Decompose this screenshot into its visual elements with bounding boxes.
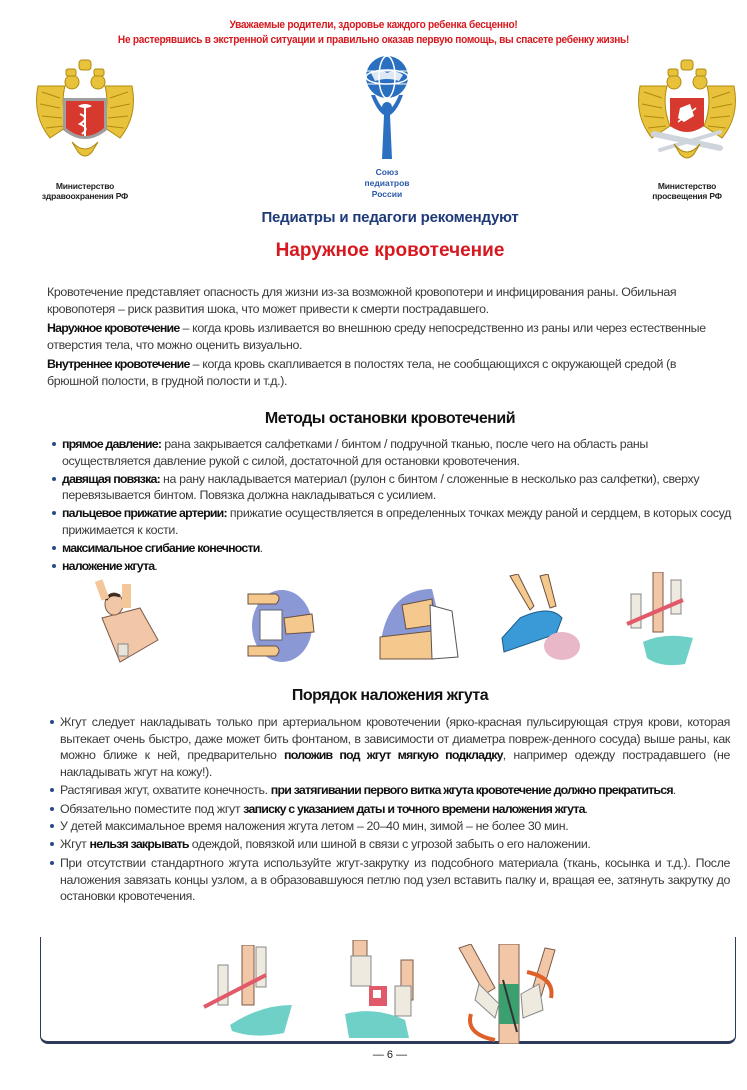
header-line-1: Уважаемые родители, здоровье каждого ребенка бесценно!: [229, 19, 518, 31]
tourniquet-item-text: одеждой, повязкой или шиной в связи с угрозой забыть о его наложении.: [188, 836, 591, 851]
globe-person-icon: [357, 55, 417, 163]
method-text: .: [259, 540, 263, 555]
union-label-line-2: педиатров: [364, 178, 410, 188]
bullet-icon: [50, 842, 54, 846]
tourniquet-item: [50, 782, 730, 799]
intro-paragraph-1: Кровотечение представляет опасность для жизни из-за возможной кровопотери и инфицирования раны. Обильная кровопотеря – риск развития шока, что может привести к смерти пострадавшего.: [47, 285, 677, 316]
tourniquet-item: [50, 855, 730, 905]
internal-bleeding-term: Внутреннее кровотечение: [47, 357, 190, 371]
pediatricians-union-logo: [357, 55, 417, 163]
double-headed-eagle-caduceus-icon: [30, 56, 140, 168]
double-headed-eagle-st-george-icon: [634, 56, 740, 168]
ministry-health-label-line-2: здравоохранения РФ: [41, 191, 129, 201]
bullet-icon: [52, 511, 56, 515]
ministry-health-label: [30, 181, 140, 201]
bullet-icon: [52, 477, 56, 481]
method-item: [52, 540, 732, 557]
tourniquet-illustration: [625, 572, 695, 668]
tourniquet-item: [50, 801, 730, 818]
union-label-line-3: России: [371, 189, 403, 199]
method-term: максимальное сгибание конечности: [62, 540, 260, 555]
method-text: на рану накладывается материал (рулон с бинтом / сложенные в несколько раз салфетки), сверху перевязывается бинтом. Повязка должна накладываться с усилием.: [62, 471, 700, 502]
bullet-icon: [50, 720, 54, 724]
header-line-2: Не растерявшись в экстренной ситуации и правильно оказав первую помощь, вы спасете ребенку жизнь!: [117, 34, 630, 46]
method-term: давящая повязка:: [62, 471, 160, 486]
ministry-education-label: [634, 181, 740, 201]
ministry-education-label-line-2: просвещения РФ: [652, 191, 722, 201]
ministry-health-label-line-1: Министерство: [55, 181, 115, 191]
bullet-icon: [50, 788, 54, 792]
method-term: прямое давление:: [62, 437, 162, 451]
tourniquet-item-text: , например одежду пострадавшего (не накладывать жгут на кожу!).: [60, 748, 731, 779]
external-bleeding-definition: – когда кровь изливается во внешнюю среду непосредственно из раны или через естественные отверстия тела, что можно оценить визуально.: [47, 321, 706, 352]
ministry-education-emblem: [634, 56, 740, 168]
methods-heading: Методы остановки кровотечений: [264, 410, 516, 427]
tourniquet-item-emphasis: при затягивании первого витка жгута кровотечение должно прекратиться: [270, 783, 673, 797]
tourniquet-item-emphasis: нельзя закрывать: [89, 836, 189, 851]
tourniquet-item-text: .: [672, 783, 676, 797]
page-number: — 6 —: [372, 1049, 408, 1061]
bullet-icon: [50, 807, 54, 811]
tourniquet-item-text: При отсутствии стандартного жгута используйте жгут-закрутку из подсобного материала (ткань, косынка и т.д.). После наложения завязать концы узлом, а в образовавшуюся петлю под узел вставить палку и, вращая ее, затянуть закрутку до остановки кровотечения.: [60, 856, 730, 903]
tourniquet-list: [50, 714, 730, 906]
bullet-icon: [50, 861, 54, 865]
page-title: Наружное кровотечение: [275, 240, 505, 261]
tourniquet-item-text: Жгут следует накладывать только при артериальном кровотечении (ярко-красная пульсирующая струя крови, которая вытекает очень быстро, даже может бить фонтаном, в зависимости от диаметра повреж-денного сосуда) выше раны, как можно ближе к ней, предварительно: [60, 715, 730, 762]
method-item: [52, 436, 732, 469]
tourniquet-item-text: Обязательно поместите под жгут: [60, 801, 244, 816]
improvised-tourniquet-twist-illustration: [455, 944, 560, 1044]
ministry-health-emblem: [30, 56, 140, 168]
tourniquet-note-illustration: [345, 940, 425, 1038]
tourniquet-item-text: Жгут: [60, 836, 90, 851]
tourniquet-item-text: Растягивая жгут, охватите конечность.: [60, 783, 271, 797]
intro-paragraph-2: [47, 320, 727, 354]
pediatricians-union-label: [357, 167, 417, 200]
ministry-education-label-line-1: Министерство: [657, 181, 717, 191]
method-item: [52, 505, 732, 538]
tourniquet-item-text: .: [584, 801, 588, 816]
method-item: [52, 471, 732, 504]
tourniquet-item-emphasis: положив под жгут мягкую подкладку: [284, 748, 503, 762]
bullet-icon: [50, 824, 54, 828]
subtitle: Педиатры и педагоги рекомендуют: [261, 209, 519, 226]
tourniquet-item: [50, 836, 730, 853]
external-bleeding-term: Наружное кровотечение: [47, 321, 180, 335]
method-term: наложение жгута: [62, 558, 155, 573]
method-text: .: [154, 558, 158, 573]
bullet-icon: [52, 546, 56, 550]
intro-paragraph-3: [47, 356, 727, 390]
methods-list: [52, 436, 732, 576]
limb-flexion-illustration: [500, 574, 580, 668]
method-term: пальцевое прижатие артерии:: [62, 506, 227, 520]
direct-pressure-illustration: [80, 578, 170, 666]
artery-finger-pressure-illustration: [372, 585, 462, 663]
method-text: прижатие осуществляется в определенных точках между раной и сердцем, в которых сосуд прижимается к кости.: [62, 506, 731, 537]
pressure-bandage-illustration: [242, 588, 322, 662]
tourniquet-wrapping-illustration: [200, 945, 295, 1037]
bullet-icon: [52, 564, 56, 568]
tourniquet-item-text: У детей максимальное время наложения жгута летом – 20–40 мин, зимой – не более 30 мин.: [60, 819, 569, 833]
tourniquet-item-emphasis: записку с указанием даты и точного времени наложения жгута: [243, 801, 585, 816]
tourniquet-item: [50, 714, 730, 780]
internal-bleeding-definition: – когда кровь скапливается в полостях тела, не сообщающихся с окружающей средой (в брюшной полости, в грудной полости и т.д.).: [47, 357, 677, 388]
tourniquet-item: [50, 818, 730, 835]
bullet-icon: [52, 442, 56, 446]
union-label-line-1: Союз: [375, 167, 399, 177]
method-text: рана закрывается салфетками / бинтом / подручной тканью, после чего на область раны осуществляется давление рукой с силой, достаточной для остановки кровотечения.: [62, 437, 648, 468]
tourniquet-heading: Порядок наложения жгута: [291, 687, 489, 704]
